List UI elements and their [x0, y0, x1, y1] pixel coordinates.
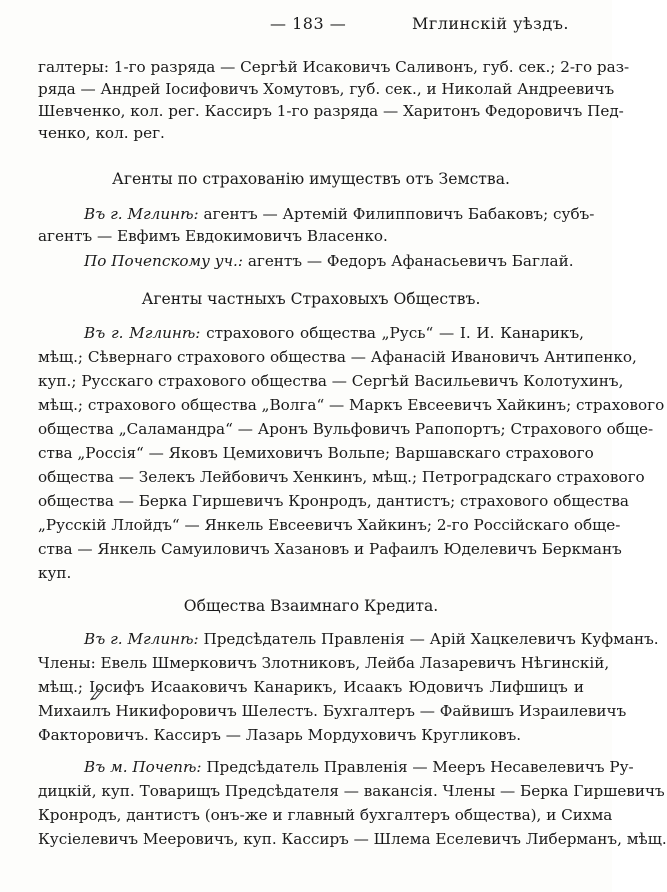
text-line: мѣщ.; Іосифъ Исааковичъ Канарикъ, Исаакъ Юдовичъ Лифшицъ и [38, 678, 584, 696]
location-lead: По Почепскому уч.: [84, 252, 243, 270]
text-line: Михаилъ Никифоровичъ Шелестъ. Бухгалтеръ — Файвишъ Израилевичъ [38, 702, 627, 720]
text-line: Въ г. Мглинѣ: Предсѣдатель Правленія — Арій Хацкелевичъ Куфманъ. [84, 630, 659, 648]
page-header [0, 14, 612, 38]
text-line: общества — Зелекъ Лейбовичъ Хенкинъ, мѣщ.; Петроградскаго страхового [38, 468, 645, 486]
page-number: — 183 — [270, 14, 347, 33]
running-head: Мглинскій уѣздъ. [412, 14, 569, 33]
text-line: Кусіелевичъ Мееровичъ, куп. Кассиръ — Шлема Еселевичъ Либерманъ, мѣщ. [38, 830, 667, 848]
text-line: ченко, кол. рег. [38, 124, 165, 142]
text-line: ряда — Андрей Іосифовичъ Хомутовъ, губ. сек., и Николай Андреевичъ [38, 80, 615, 98]
text-line: галтеры: 1-го разряда — Сергѣй Исаковичъ Саливонъ, губ. сек.; 2-го раз- [38, 58, 630, 76]
text-line: Въ г. Мглинѣ: страхового общества „Русь“ — І. И. Канарикъ, [84, 324, 584, 342]
text-line: Въ г. Мглинѣ: агентъ — Артемій Филипповичъ Бабаковъ; субъ- [84, 205, 595, 223]
text-line: По Почепскому уч.: агентъ — Федоръ Афанасьевичъ Баглай. [84, 252, 574, 270]
location-lead: Въ г. Мглинѣ: [84, 630, 199, 648]
section-heading-private-insurance-agents: Агенты частныхъ Страховыхъ Обществъ. [141, 290, 481, 308]
text-line: ства „Россія“ — Яковъ Цемиховичъ Вольпе; Варшавскаго страхового [38, 444, 594, 462]
location-lead: Въ г. Мглинѣ: [84, 205, 199, 223]
section-heading-mutual-credit-societies: Общества Взаимнаго Кредита. [183, 597, 439, 615]
text-line: куп.; Русскаго страхового общества — Сергѣй Васильевичъ Колотухинъ, [38, 372, 624, 390]
section-heading-zemstvo-agents: Агенты по страхованію имуществъ отъ Земства. [112, 170, 510, 188]
text-line: Факторовичъ. Кассиръ — Лазарь Мордуховичъ Кругликовъ. [38, 726, 522, 744]
location-lead: Въ м. Почепѣ: [84, 758, 202, 776]
text-line: Шевченко, кол. рег. Кассиръ 1-го разряда — Харитонъ Федоровичъ Пед- [38, 102, 624, 120]
text-line: Въ м. Почепѣ: Предсѣдатель Правленія — Мееръ Несавелевичъ Ру- [84, 758, 634, 776]
text-line: ства — Янкель Самуиловичъ Хазановъ и Рафаилъ Юделевичъ Беркманъ [38, 540, 622, 558]
text-line: общества — Берка Гиршевичъ Кронродъ, дантистъ; страхового общества [38, 492, 629, 510]
text-line: агентъ — Евфимъ Евдокимовичъ Власенко. [38, 227, 388, 245]
location-lead: Въ г. Мглинѣ: [84, 324, 201, 342]
text-line: мѣщ.; страхового общества „Волга“ — Маркъ Евсеевичъ Хайкинъ; страхового [38, 396, 665, 414]
pencil-cursor-icon [90, 686, 106, 700]
text-line: Члены: Евель Шмерковичъ Злотниковъ, Лейба Лазаревичъ Нѣгинскій, [38, 654, 610, 672]
text-line: общества „Саламандра“ — Аронъ Вульфовичъ Рапопортъ; Страхового обще- [38, 420, 654, 438]
text-line: дицкій, куп. Товарищъ Предсѣдателя — вакансія. Члены — Берка Гиршевичъ [38, 782, 665, 800]
text-line: Кронродъ, дантистъ (онъ-же и главный бухгалтеръ общества), и Сихма [38, 806, 613, 824]
text-line: „Русскій Ллойдъ“ — Янкель Евсеевичъ Хайкинъ; 2-го Россійскаго обще- [38, 516, 621, 534]
text-line: куп. [38, 564, 72, 582]
text-line: мѣщ.; Сѣвернаго страхового общества — Афанасій Ивановичъ Антипенко, [38, 348, 637, 366]
